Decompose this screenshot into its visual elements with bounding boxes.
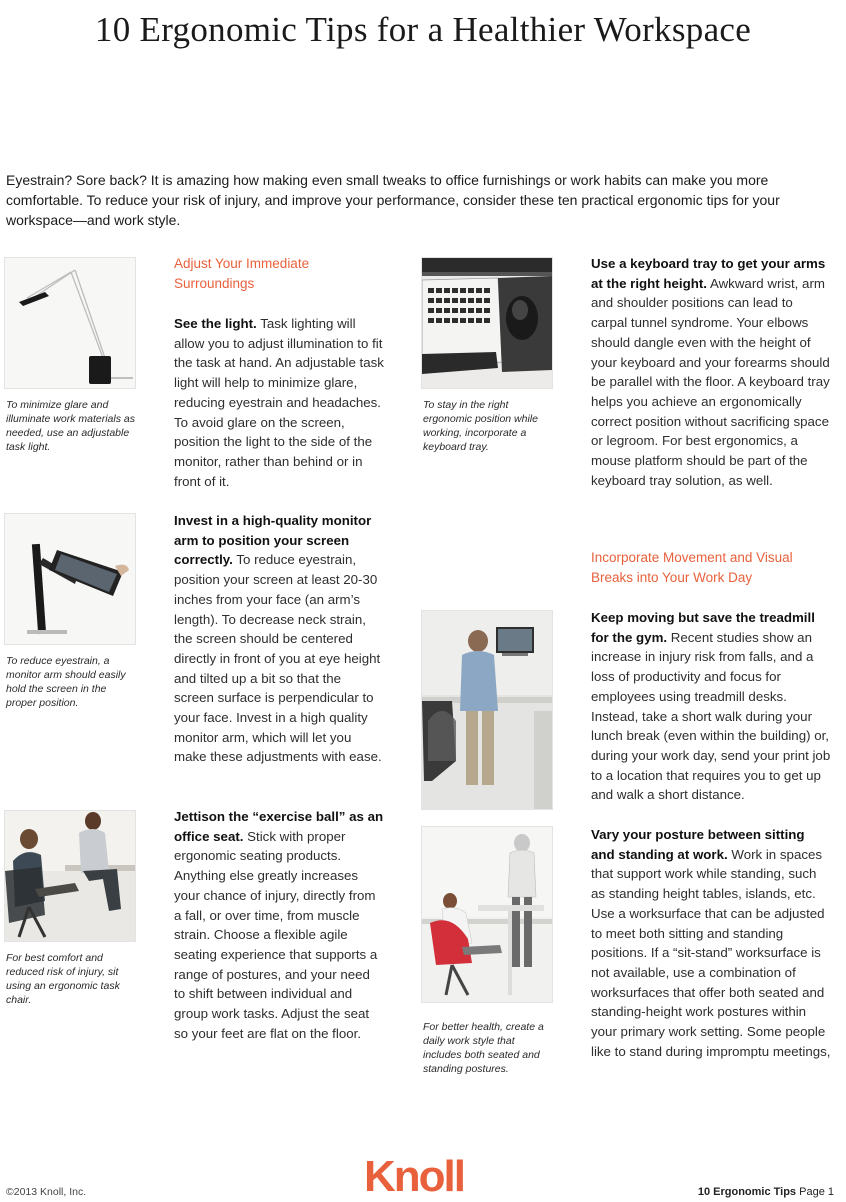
tip-lead: Invest in a high-quality monitor arm to position your screen correctly. xyxy=(174,513,372,568)
section-heading-surroundings: Adjust Your Immediate Surroundings xyxy=(174,256,310,291)
doc-name: 10 Ergonomic Tips xyxy=(697,1186,797,1198)
tip-body: Recent studies show an increase in injury risk from falls, and a loss of productivity and focus for employees using treadmill desks. Instead, take a short walk during your lunch break (even within the building) or, during your work day, send your print job to a location that requires you to get up and walk a short distance. xyxy=(591,629,831,803)
tip-body: Task lighting will allow you to adjust illumination to fit the task at hand. An adjustable task light will help to minimize glare, reducing eyestrain and headaches. To avoid glare on the screen, position the light to the side of the monitor, rather than behind or in front of it. xyxy=(174,316,384,489)
tip-lead: Use a keyboard tray to get your arms at the right height. xyxy=(591,256,826,291)
tip-exercise-ball xyxy=(174,807,384,1043)
keyboard-tray-image xyxy=(421,257,553,389)
section-heading-movement: Incorporate Movement and Visual Breaks into Your Work Day xyxy=(591,550,793,585)
task-light-image xyxy=(4,257,136,389)
standing-desk-image xyxy=(421,610,553,810)
ergonomic-chair-image xyxy=(4,810,136,942)
tip-body: Work in spaces that support work while standing, such as standing height tables, islands, etc. Use a worksurface that can be adjusted to meet both sitting and standing positions. If a “sit-stand” worksurface is not available, use a combination of worksurfaces that offer both seated and standing-height work postures within your primary work setting. Some people like to stand during impromptu meetings, xyxy=(591,846,831,1059)
knoll-logo: Knoll xyxy=(364,1152,464,1201)
sit-stand-workspace-image xyxy=(421,826,553,1003)
page-title: 10 Ergonomic Tips for a Healthier Workspace xyxy=(94,10,752,49)
tip-lead: Keep moving but save the treadmill for the gym. xyxy=(591,610,815,645)
page-number: Page 1 xyxy=(799,1186,834,1198)
ergonomic-chair-caption: For best comfort and reduced risk of injury, sit using an ergonomic task chair. xyxy=(6,952,120,1006)
tip-lead: Vary your posture between sitting and standing at work. xyxy=(591,827,805,862)
tip-vary-posture xyxy=(591,825,831,1061)
tip-lead: Jettison the “exercise ball” as an office seat. xyxy=(174,809,384,844)
monitor-arm-caption: To reduce eyestrain, a monitor arm should easily hold the screen in the proper position. xyxy=(6,655,126,709)
tip-body: Stick with proper ergonomic seating products. Anything else greatly increases your chance of injury, directly from a fall, or over time, from muscle strain. Choose a flexible agile seating experience that supports a range of postures, and your need to shift between individual and group work tasks. Adjust the seat so your feet are flat on the floor. xyxy=(174,828,378,1041)
tip-treadmill xyxy=(591,608,831,805)
monitor-arm-image xyxy=(4,513,136,645)
tip-monitor-arm xyxy=(174,511,384,767)
keyboard-tray-caption: To stay in the right ergonomic position while working, incorporate a keyboard tray. xyxy=(423,399,538,453)
intro-paragraph: Eyestrain? Sore back? It is amazing how making even small tweaks to office furnishings or work habits can make you more comfortable. To reduce your risk of injury, and improve your performance, consider these ten practical ergonomic tips for your workspace—and work style. xyxy=(6,172,780,228)
tip-see-the-light xyxy=(174,314,384,491)
tip-body: Awkward wrist, arm and shoulder positions can lead to carpal tunnel syndrome. Your elbows should dangle even with the height of your keyboard and your forearms should be parallel with the floor. A keyboard tray helps you achieve an ergonomically correct position without sacrificing space or legroom. For best ergonomics, a mouse platform should be part of the keyboard tray solution, as well. xyxy=(591,275,830,488)
tip-lead: See the light. xyxy=(174,316,257,331)
task-light-caption: To minimize glare and illuminate work materials as needed, use an adjustable task light. xyxy=(6,399,135,453)
copyright: ©2013 Knoll, Inc. xyxy=(6,1186,87,1198)
tip-keyboard-tray xyxy=(591,254,831,490)
sit-stand-caption: For better health, create a daily work style that includes both seated and standing postures. xyxy=(423,1021,544,1075)
page-footer xyxy=(698,1186,834,1198)
tip-body: To reduce eyestrain, position your screen at least 20-30 inches from your face (an arm’s length). To decrease neck strain, the screen should be centered directly in front of you at eye height and tilted up a bit so that the screen surface is perpendicular to your face. Invest in a high quality monitor arm, which will let you make these adjustments with ease. xyxy=(174,552,382,765)
